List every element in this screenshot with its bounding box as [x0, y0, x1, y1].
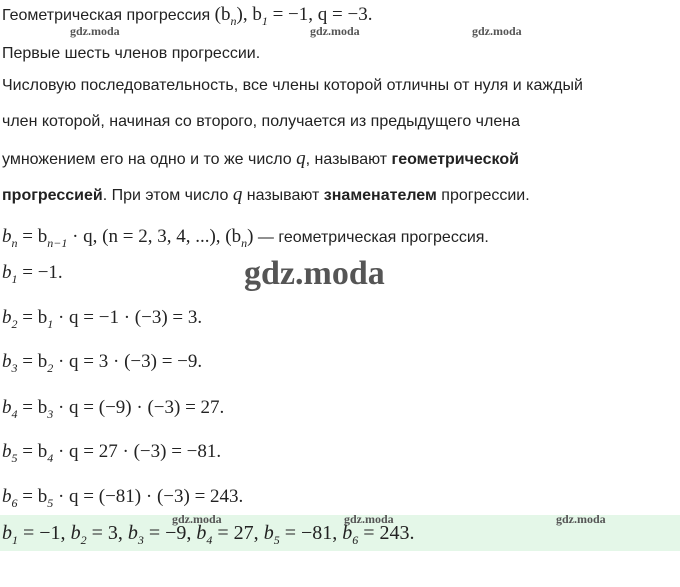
definition-line-4: прогрессией. При этом число q называют знаменателем прогрессии. — [2, 184, 530, 205]
watermark: gdz.moda — [556, 512, 606, 526]
general-formula: $b_n = b_{n-1} \cdot q$, (n = 2, 3, 4, ...), $(b_n)$ — геометрическая прогрессия. — [2, 226, 489, 250]
problem-text: Геометрическая прогрессия — [2, 7, 211, 24]
definition-line-2: член которой, начиная со второго, получается из предыдущего члена — [2, 113, 520, 130]
watermark: gdz.moda — [172, 512, 222, 526]
definition-line-3: умножением его на одно и то же число q, называют геометрической — [2, 148, 519, 169]
task-text: Первые шесть членов прогрессии. — [2, 45, 261, 62]
watermark: gdz.moda — [472, 24, 522, 38]
watermark: gdz.moda — [310, 24, 360, 38]
watermark: gdz.moda — [70, 24, 120, 38]
step-b5: $b_5 = b_4 \cdot q = 27 \cdot (-3) = -81$. — [2, 441, 222, 465]
definition-line-1: Числовую последовательность, все члены которой отличны от нуля и каждый — [2, 77, 583, 94]
step-b1: $b_1 = -1$. — [2, 262, 63, 286]
step-b4: $b_4 = b_3 \cdot q = (-9) \cdot (-3) = 27$. — [2, 397, 225, 421]
watermark: gdz.moda — [344, 512, 394, 526]
step-b6: $b_6 = b_5 \cdot q = (-81) \cdot (-3) = 243$. — [2, 486, 244, 510]
problem-math: $(b_n)$, $b_1 = -1$, q = −3. — [214, 4, 373, 28]
answer-line: $b_1 = -1$, $b_2 = 3$, $b_3 = -9$, $b_4 = 27$, $b_5 = -81$, $b_6 = 243$. — [2, 522, 415, 547]
step-b3: $b_3 = b_2 \cdot q = 3 \cdot (-3) = -9$. — [2, 351, 203, 375]
watermark-large: gdz.moda — [244, 255, 385, 292]
step-b2: $b_2 = b_1 \cdot q = -1 \cdot (-3) = 3$. — [2, 307, 203, 331]
